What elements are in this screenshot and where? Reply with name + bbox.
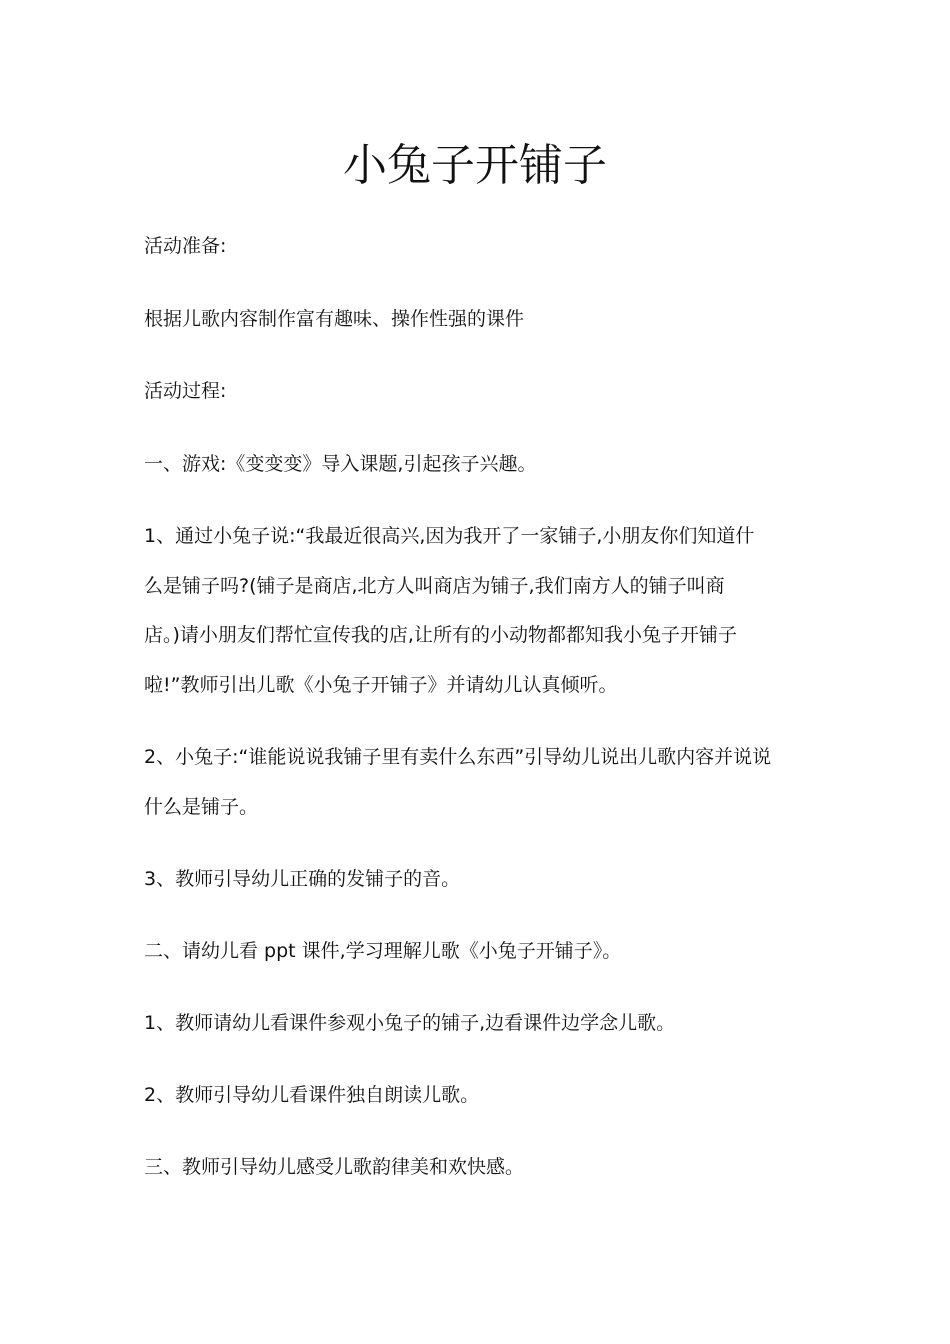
section-heading-process: 活动过程: bbox=[144, 380, 227, 402]
paragraph-line: 二、请幼儿看 ppt 课件,学习理解儿歌《小兔子开铺子》。 bbox=[144, 940, 622, 962]
paragraph-line: 3、教师引导幼儿正确的发铺子的音。 bbox=[144, 868, 461, 890]
paragraph-line: 一、游戏:《变变变》导入课题,引起孩子兴趣。 bbox=[144, 453, 537, 475]
section-heading-preparation: 活动准备: bbox=[144, 235, 227, 257]
paragraph-line: 么是铺子吗?(铺子是商店,北方人叫商店为铺子,我们南方人的铺子叫商 bbox=[144, 575, 725, 597]
paragraph-line: 2、小兔子:“谁能说说我铺子里有卖什么东西”引导幼儿说出儿歌内容并说说 bbox=[144, 746, 772, 768]
paragraph-line: 啦!”教师引出儿歌《小兔子开铺子》并请幼儿认真倾听。 bbox=[144, 674, 618, 696]
paragraph-line: 什么是铺子。 bbox=[144, 796, 259, 818]
paragraph-line: 2、教师引导幼儿看课件独自朗读儿歌。 bbox=[144, 1084, 480, 1106]
paragraph-line: 1、教师请幼儿看课件参观小兔子的铺子,边看课件边学念儿歌。 bbox=[144, 1012, 676, 1034]
document-title: 小兔子开铺子 bbox=[343, 140, 607, 191]
paragraph-line: 三、教师引导幼儿感受儿歌韵律美和欢快感。 bbox=[144, 1156, 525, 1178]
paragraph-line: 根据儿歌内容制作富有趣味、操作性强的课件 bbox=[144, 308, 525, 330]
paragraph-line: 1、通过小兔子说:“我最近很高兴,因为我开了一家铺子,小朋友你们知道什 bbox=[144, 525, 755, 547]
paragraph-line: 店。)请小朋友们帮忙宣传我的店,让所有的小动物都都知我小兔子开铺子 bbox=[144, 624, 737, 646]
